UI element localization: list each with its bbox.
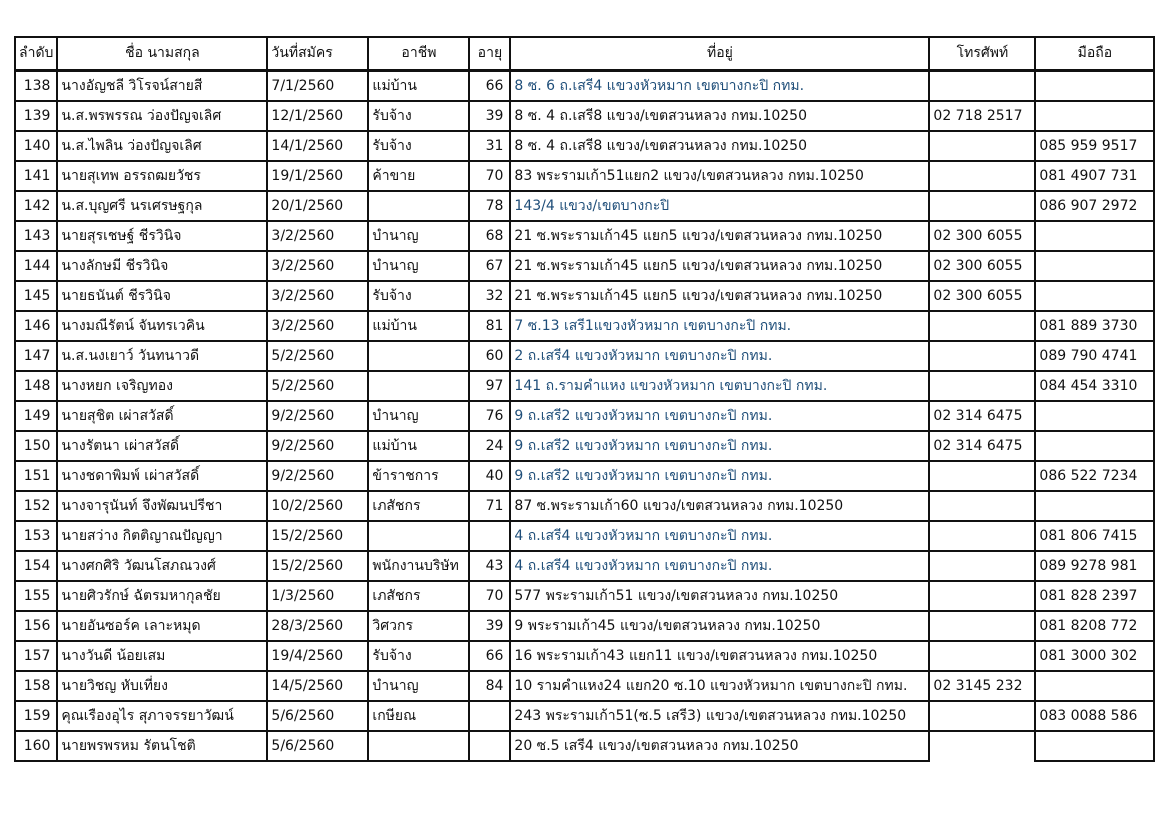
table-row: [15, 521, 1154, 551]
cell-address: 9 พระรามเก้า45 แขวง/เขตสวนหลวง กทม.10250: [510, 611, 929, 641]
cell-age: 97: [469, 371, 510, 401]
cell-no: 143: [15, 221, 57, 251]
cell-mobile: 085 959 9517: [1035, 131, 1154, 161]
header-row: [15, 37, 1154, 71]
cell-phone: [929, 191, 1035, 221]
table-row: [15, 341, 1154, 371]
cell-mobile: 081 8208 772: [1035, 611, 1154, 641]
header-no: ลำดับ: [15, 37, 57, 71]
cell-occupation: แม่บ้าน: [368, 311, 469, 341]
cell-no: 141: [15, 161, 57, 191]
header-age: อายุ: [469, 37, 510, 71]
table-row: [15, 641, 1154, 671]
cell-mobile: [1035, 401, 1154, 431]
cell-name: นายสว่าง กิตติญาณปัญญา: [57, 521, 267, 551]
table-row: [15, 131, 1154, 161]
cell-date: 5/6/2560: [267, 701, 368, 731]
cell-age: 32: [469, 281, 510, 311]
cell-age: 67: [469, 251, 510, 281]
table-row: [15, 191, 1154, 221]
cell-address: 20 ซ.5 เสรี4 แขวง/เขตสวนหลวง กทม.10250: [510, 731, 929, 761]
cell-address: 143/4 แขวง/เขตบางกะปิ: [510, 191, 929, 221]
cell-address: 8 ซ. 4 ถ.เสรี8 แขวง/เขตสวนหลวง กทม.10250: [510, 101, 929, 131]
cell-date: 3/2/2560: [267, 281, 368, 311]
cell-age: 76: [469, 401, 510, 431]
header-address: ที่อยู่: [510, 37, 929, 71]
cell-name: นางวันดี น้อยเสม: [57, 641, 267, 671]
cell-age: 66: [469, 71, 510, 102]
cell-name: นายสุชิต เผ่าสวัสดิ์: [57, 401, 267, 431]
cell-phone: [929, 161, 1035, 191]
cell-age: 39: [469, 101, 510, 131]
cell-no: 146: [15, 311, 57, 341]
cell-address: 87 ซ.พระรามเก้า60 แขวง/เขตสวนหลวง กทม.10250: [510, 491, 929, 521]
cell-name: นายสุรเชษฐ์ ชีรวินิจ: [57, 221, 267, 251]
cell-date: 1/3/2560: [267, 581, 368, 611]
cell-occupation: บำนาญ: [368, 401, 469, 431]
cell-no: 151: [15, 461, 57, 491]
cell-address: 9 ถ.เสรี2 แขวงหัวหมาก เขตบางกะปิ กทม.: [510, 461, 929, 491]
cell-age: 81: [469, 311, 510, 341]
cell-mobile: 081 806 7415: [1035, 521, 1154, 551]
cell-name: นางจารุนันท์ จึงพัฒนปรีชา: [57, 491, 267, 521]
table-row: [15, 731, 1154, 761]
table-row: [15, 581, 1154, 611]
cell-name: นายอันซอร์ค เลาะหมุด: [57, 611, 267, 641]
cell-phone: 02 300 6055: [929, 281, 1035, 311]
cell-occupation: รับจ้าง: [368, 101, 469, 131]
cell-phone: [929, 71, 1035, 102]
cell-address: 9 ถ.เสรี2 แขวงหัวหมาก เขตบางกะปิ กทม.: [510, 431, 929, 461]
cell-age: 31: [469, 131, 510, 161]
cell-address: 8 ซ. 6 ถ.เสรี4 แขวงหัวหมาก เขตบางกะปิ กทม.: [510, 71, 929, 102]
cell-no: 152: [15, 491, 57, 521]
cell-date: 7/1/2560: [267, 71, 368, 102]
cell-occupation: ค้าขาย: [368, 161, 469, 191]
cell-no: 156: [15, 611, 57, 641]
cell-phone: [929, 491, 1035, 521]
header-occupation: อาชีพ: [368, 37, 469, 71]
member-table-sheet: [14, 36, 1155, 762]
cell-name: นางศกศิริ วัฒนโสภณวงศ์: [57, 551, 267, 581]
cell-address: 4 ถ.เสรี4 แขวงหัวหมาก เขตบางกะปิ กทม.: [510, 521, 929, 551]
cell-occupation: เกษียณ: [368, 701, 469, 731]
header-date: วันที่สมัคร: [267, 37, 368, 71]
cell-occupation: บำนาญ: [368, 221, 469, 251]
cell-date: 19/1/2560: [267, 161, 368, 191]
cell-date: 15/2/2560: [267, 521, 368, 551]
cell-date: 3/2/2560: [267, 221, 368, 251]
cell-mobile: 086 907 2972: [1035, 191, 1154, 221]
cell-occupation: [368, 521, 469, 551]
cell-no: 159: [15, 701, 57, 731]
table-row: [15, 671, 1154, 701]
cell-date: 20/1/2560: [267, 191, 368, 221]
header-phone: โทรศัพท์: [929, 37, 1035, 71]
table-row: [15, 491, 1154, 521]
table-row: [15, 101, 1154, 131]
cell-no: 160: [15, 731, 57, 761]
cell-name: นางลักษมี ชีรวินิจ: [57, 251, 267, 281]
cell-no: 150: [15, 431, 57, 461]
table-row: [15, 551, 1154, 581]
cell-name: นางชดาพิมพ์ เผ่าสวัสดิ์: [57, 461, 267, 491]
cell-occupation: บำนาญ: [368, 671, 469, 701]
table-row: [15, 221, 1154, 251]
cell-name: นางหยก เจริญทอง: [57, 371, 267, 401]
cell-occupation: แม่บ้าน: [368, 71, 469, 102]
cell-age: 66: [469, 641, 510, 671]
cell-phone: [929, 461, 1035, 491]
cell-occupation: รับจ้าง: [368, 131, 469, 161]
cell-address: 4 ถ.เสรี4 แขวงหัวหมาก เขตบางกะปิ กทม.: [510, 551, 929, 581]
cell-date: 15/2/2560: [267, 551, 368, 581]
cell-mobile: [1035, 491, 1154, 521]
cell-occupation: พนักงานบริษัท: [368, 551, 469, 581]
cell-date: 5/2/2560: [267, 371, 368, 401]
cell-address: 16 พระรามเก้า43 แยก11 แขวง/เขตสวนหลวง กทม.10250: [510, 641, 929, 671]
table-row: [15, 401, 1154, 431]
cell-phone: 02 314 6475: [929, 401, 1035, 431]
cell-mobile: 081 4907 731: [1035, 161, 1154, 191]
cell-age: 84: [469, 671, 510, 701]
cell-phone: [929, 701, 1035, 731]
header-name: ชื่อ นามสกุล: [57, 37, 267, 71]
cell-occupation: เภสัชกร: [368, 581, 469, 611]
cell-no: 147: [15, 341, 57, 371]
cell-mobile: [1035, 251, 1154, 281]
cell-age: 68: [469, 221, 510, 251]
cell-address: 21 ซ.พระรามเก้า45 แยก5 แขวง/เขตสวนหลวง กทม.10250: [510, 281, 929, 311]
table-row: [15, 161, 1154, 191]
cell-phone: 02 300 6055: [929, 221, 1035, 251]
cell-date: 3/2/2560: [267, 251, 368, 281]
table-row: [15, 371, 1154, 401]
member-table: [14, 36, 1155, 762]
cell-phone: 02 300 6055: [929, 251, 1035, 281]
cell-occupation: [368, 191, 469, 221]
cell-mobile: [1035, 671, 1154, 701]
cell-name: นายธนันต์ ชีรวินิจ: [57, 281, 267, 311]
cell-date: 9/2/2560: [267, 461, 368, 491]
cell-occupation: บำนาญ: [368, 251, 469, 281]
cell-mobile: [1035, 431, 1154, 461]
cell-name: นายสุเทพ อรรถฒยวัชร: [57, 161, 267, 191]
cell-address: 7 ซ.13 เสรี1แขวงหัวหมาก เขตบางกะปิ กทม.: [510, 311, 929, 341]
cell-name: นายพรพรหม รัตนโชติ: [57, 731, 267, 761]
cell-no: 149: [15, 401, 57, 431]
cell-phone: [929, 131, 1035, 161]
cell-age: 39: [469, 611, 510, 641]
cell-phone: [929, 311, 1035, 341]
cell-name: นางรัตนา เผ่าสวัสดิ์: [57, 431, 267, 461]
cell-phone: [929, 611, 1035, 641]
cell-address: 2 ถ.เสรี4 แขวงหัวหมาก เขตบางกะปิ กทม.: [510, 341, 929, 371]
cell-occupation: รับจ้าง: [368, 641, 469, 671]
cell-age: [469, 701, 510, 731]
cell-no: 154: [15, 551, 57, 581]
cell-address: 21 ซ.พระรามเก้า45 แยก5 แขวง/เขตสวนหลวง กทม.10250: [510, 221, 929, 251]
cell-mobile: 081 889 3730: [1035, 311, 1154, 341]
cell-date: 5/6/2560: [267, 731, 368, 761]
cell-date: 9/2/2560: [267, 431, 368, 461]
cell-phone: 02 718 2517: [929, 101, 1035, 131]
cell-mobile: 086 522 7234: [1035, 461, 1154, 491]
cell-mobile: [1035, 71, 1154, 102]
cell-date: 3/2/2560: [267, 311, 368, 341]
cell-address: 10 รามคำแหง24 แยก20 ซ.10 แขวงหัวหมาก เขตบางกะปิ กทม.: [510, 671, 929, 701]
cell-mobile: 081 3000 302: [1035, 641, 1154, 671]
cell-age: 24: [469, 431, 510, 461]
cell-no: 155: [15, 581, 57, 611]
cell-no: 139: [15, 101, 57, 131]
cell-age: 70: [469, 161, 510, 191]
cell-phone: [929, 341, 1035, 371]
cell-phone: [929, 581, 1035, 611]
cell-occupation: [368, 731, 469, 761]
cell-occupation: [368, 371, 469, 401]
cell-date: 14/5/2560: [267, 671, 368, 701]
table-row: [15, 611, 1154, 641]
cell-address: 21 ซ.พระรามเก้า45 แยก5 แขวง/เขตสวนหลวง กทม.10250: [510, 251, 929, 281]
cell-occupation: วิศวกร: [368, 611, 469, 641]
cell-name: นายศิวรักษ์ ฉัตรมหากุลชัย: [57, 581, 267, 611]
cell-name: นายวิชญ หับเที่ยง: [57, 671, 267, 701]
cell-name: น.ส.นงเยาว์ วันทนาวดี: [57, 341, 267, 371]
cell-mobile: 084 454 3310: [1035, 371, 1154, 401]
cell-occupation: รับจ้าง: [368, 281, 469, 311]
cell-address: 577 พระรามเก้า51 แขวง/เขตสวนหลวง กทม.10250: [510, 581, 929, 611]
cell-name: น.ส.พรพรรณ ว่องปัญจเลิศ: [57, 101, 267, 131]
cell-phone: [929, 731, 1035, 761]
cell-age: 60: [469, 341, 510, 371]
cell-no: 148: [15, 371, 57, 401]
cell-mobile: 089 9278 981: [1035, 551, 1154, 581]
cell-address: 9 ถ.เสรี2 แขวงหัวหมาก เขตบางกะปิ กทม.: [510, 401, 929, 431]
cell-no: 153: [15, 521, 57, 551]
cell-phone: 02 3145 232: [929, 671, 1035, 701]
cell-age: 40: [469, 461, 510, 491]
cell-no: 140: [15, 131, 57, 161]
cell-phone: [929, 371, 1035, 401]
table-row: [15, 311, 1154, 341]
cell-occupation: เภสัชกร: [368, 491, 469, 521]
cell-date: 12/1/2560: [267, 101, 368, 131]
cell-address: 8 ซ. 4 ถ.เสรี8 แขวง/เขตสวนหลวง กทม.10250: [510, 131, 929, 161]
cell-date: 19/4/2560: [267, 641, 368, 671]
cell-name: นางมณีรัตน์ จันทรเวคิน: [57, 311, 267, 341]
cell-date: 10/2/2560: [267, 491, 368, 521]
cell-mobile: [1035, 101, 1154, 131]
cell-mobile: [1035, 731, 1154, 761]
cell-phone: [929, 521, 1035, 551]
cell-occupation: ข้าราชการ: [368, 461, 469, 491]
cell-no: 144: [15, 251, 57, 281]
table-row: [15, 461, 1154, 491]
table-row: [15, 701, 1154, 731]
table-row: [15, 251, 1154, 281]
cell-mobile: [1035, 221, 1154, 251]
cell-phone: 02 314 6475: [929, 431, 1035, 461]
header-mobile: มือถือ: [1035, 37, 1154, 71]
cell-date: 9/2/2560: [267, 401, 368, 431]
cell-age: 43: [469, 551, 510, 581]
table-row: [15, 281, 1154, 311]
cell-phone: [929, 551, 1035, 581]
cell-phone: [929, 641, 1035, 671]
cell-age: 71: [469, 491, 510, 521]
table-row: [15, 71, 1154, 102]
cell-mobile: 089 790 4741: [1035, 341, 1154, 371]
cell-name: น.ส.บุญศรี นรเศรษฐกุล: [57, 191, 267, 221]
cell-age: 70: [469, 581, 510, 611]
cell-name: น.ส.ไพลิน ว่องปัญจเลิศ: [57, 131, 267, 161]
cell-address: 83 พระรามเก้า51แยก2 แขวง/เขตสวนหลวง กทม.10250: [510, 161, 929, 191]
cell-address: 243 พระรามเก้า51(ซ.5 เสรี3) แขวง/เขตสวนหลวง กทม.10250: [510, 701, 929, 731]
cell-name: คุณเรืองอุไร สุภาจรรยาวัฒน์: [57, 701, 267, 731]
cell-mobile: [1035, 281, 1154, 311]
table-row: [15, 431, 1154, 461]
cell-no: 158: [15, 671, 57, 701]
cell-address: 141 ถ.รามคำแหง แขวงหัวหมาก เขตบางกะปิ กทม.: [510, 371, 929, 401]
cell-no: 142: [15, 191, 57, 221]
cell-name: นางอัญชลี วิโรจน์สายสี: [57, 71, 267, 102]
cell-date: 14/1/2560: [267, 131, 368, 161]
cell-date: 5/2/2560: [267, 341, 368, 371]
cell-age: [469, 731, 510, 761]
cell-age: [469, 521, 510, 551]
cell-age: 78: [469, 191, 510, 221]
cell-date: 28/3/2560: [267, 611, 368, 641]
cell-mobile: 083 0088 586: [1035, 701, 1154, 731]
cell-no: 157: [15, 641, 57, 671]
cell-no: 145: [15, 281, 57, 311]
cell-no: 138: [15, 71, 57, 102]
cell-occupation: [368, 341, 469, 371]
cell-mobile: 081 828 2397: [1035, 581, 1154, 611]
cell-occupation: แม่บ้าน: [368, 431, 469, 461]
